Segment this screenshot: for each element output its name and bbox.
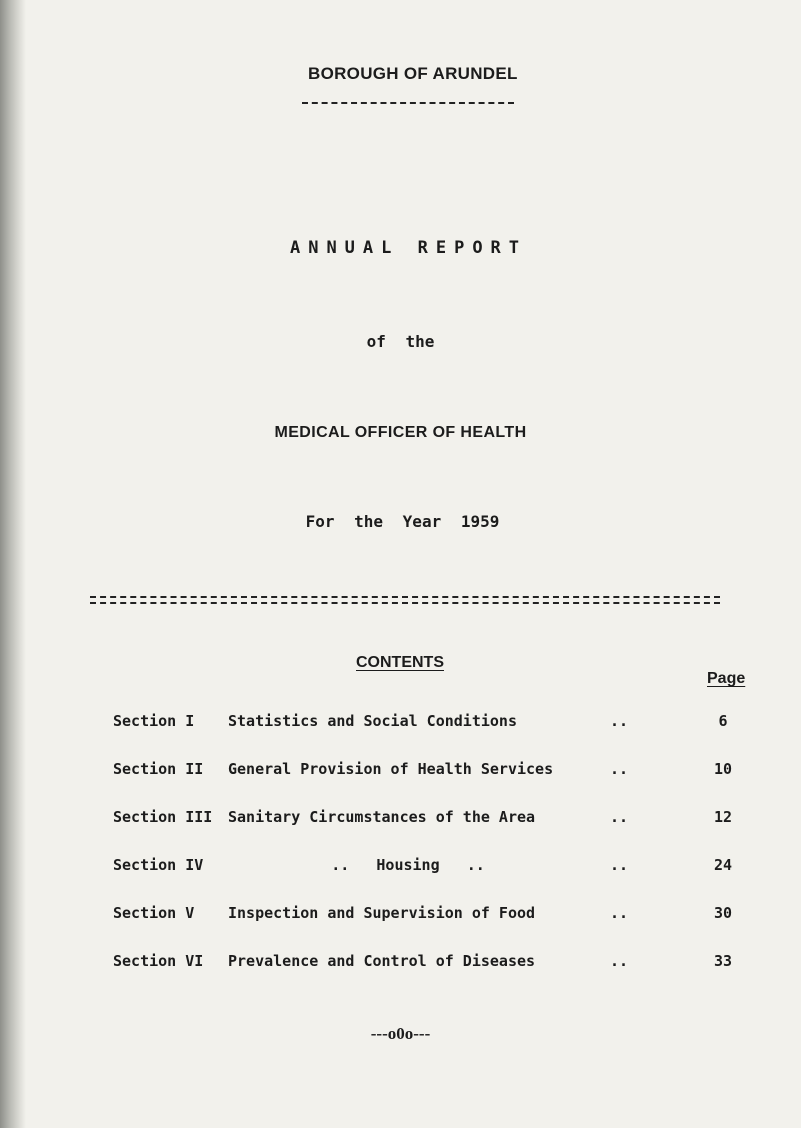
officer-title: MEDICAL OFFICER OF HEALTH bbox=[274, 424, 527, 441]
toc-leader-dots: .. bbox=[610, 952, 629, 970]
toc-leader-dots: .. bbox=[610, 856, 629, 874]
toc-page-number: 6 bbox=[718, 712, 728, 730]
borough-heading: BOROUGH OF ARUNDEL bbox=[308, 64, 518, 83]
toc-row bbox=[0, 760, 801, 784]
toc-page-number: 10 bbox=[713, 760, 733, 778]
double-dashed-rule bbox=[90, 596, 720, 604]
toc-page-number: 33 bbox=[713, 952, 733, 970]
toc-row bbox=[0, 904, 801, 928]
report-title: ANNUAL REPORT bbox=[289, 238, 528, 258]
toc-section-label: Section II bbox=[113, 760, 204, 778]
toc-leader-dots: .. bbox=[610, 712, 629, 730]
toc-section-title: .. Housing .. bbox=[331, 856, 485, 874]
closing-ornament: ---o0o--- bbox=[370, 1024, 431, 1043]
year-line: For the Year 1959 bbox=[305, 512, 500, 531]
toc-section-title: General Provision of Health Services bbox=[228, 760, 554, 778]
heading-dashed-rule bbox=[302, 102, 514, 104]
toc-section-title: Statistics and Social Conditions bbox=[228, 712, 517, 730]
toc-row bbox=[0, 712, 801, 736]
toc-section-title: Inspection and Supervision of Food bbox=[228, 904, 536, 922]
toc-section-title: Prevalence and Control of Diseases bbox=[228, 952, 536, 970]
toc-leader-dots: .. bbox=[610, 904, 629, 922]
toc-section-label: Section IV bbox=[113, 856, 204, 874]
toc-row bbox=[0, 856, 801, 880]
toc-row bbox=[0, 808, 801, 832]
toc-page-number: 12 bbox=[713, 808, 733, 826]
toc-page-number: 30 bbox=[713, 904, 733, 922]
toc-leader-dots: .. bbox=[610, 760, 629, 778]
contents-heading: CONTENTS bbox=[356, 654, 444, 671]
toc-page-number: 24 bbox=[713, 856, 733, 874]
page-column-heading: Page bbox=[707, 670, 746, 687]
toc-section-label: Section V bbox=[113, 904, 195, 922]
toc-section-label: Section VI bbox=[113, 952, 204, 970]
toc-row bbox=[0, 952, 801, 976]
toc-section-title: Sanitary Circumstances of the Area bbox=[228, 808, 536, 826]
of-the-line: of the bbox=[366, 332, 435, 351]
toc-section-label: Section I bbox=[113, 712, 195, 730]
toc-section-label: Section III bbox=[113, 808, 213, 826]
toc-leader-dots: .. bbox=[610, 808, 629, 826]
